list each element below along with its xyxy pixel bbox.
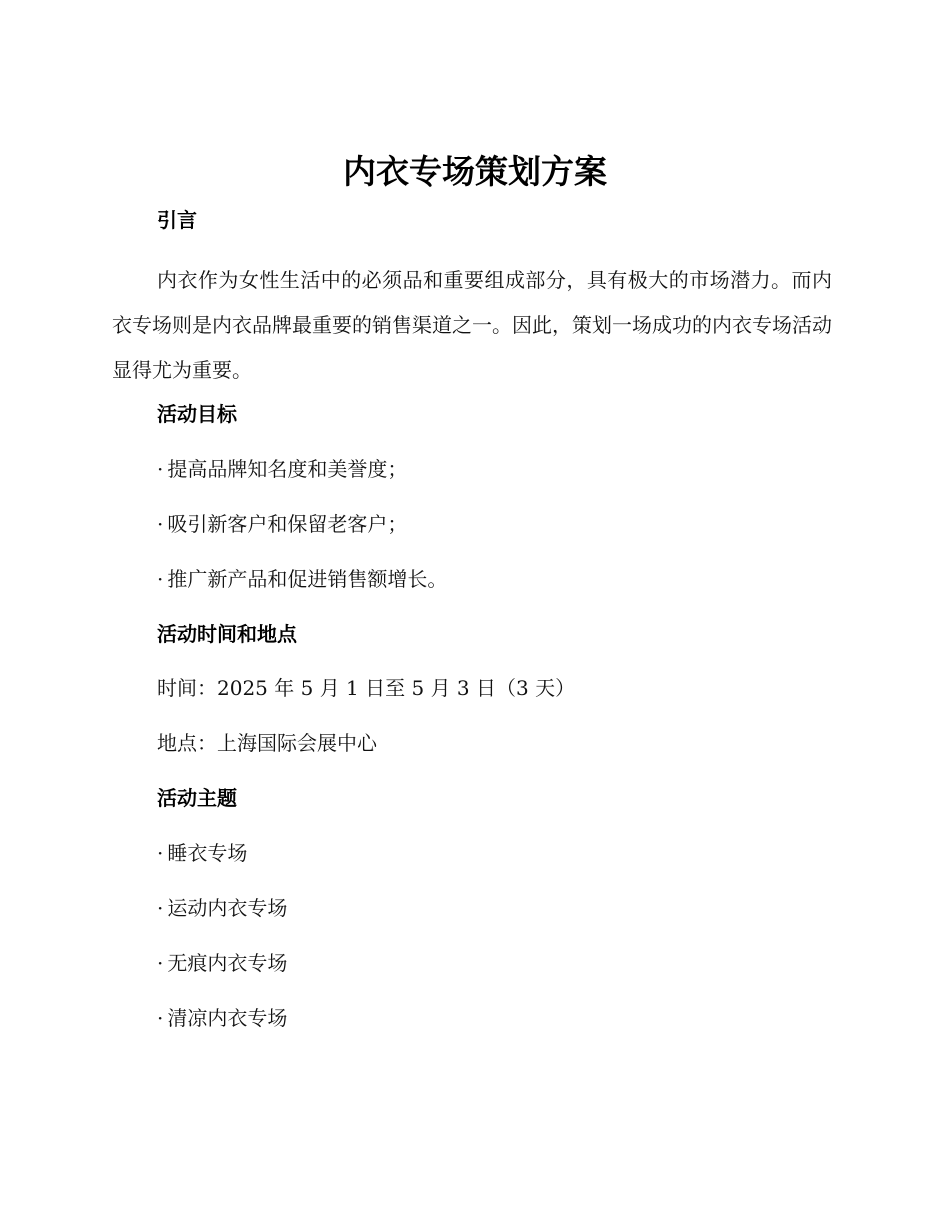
list-item xyxy=(157,565,447,593)
bullet-icon: · xyxy=(157,567,164,591)
goal-item-text: 吸引新客户和保留老客户； xyxy=(167,512,408,536)
list-item xyxy=(157,455,407,483)
list-item xyxy=(157,1004,287,1032)
theme-item-text: 运动内衣专场 xyxy=(167,896,288,920)
intro-paragraph: 内衣作为女性生活中的必须品和重要组成部分，具有极大的市场潜力。而内衣专场则是内衣品牌最重要的销售渠道之一。因此，策划一场成功的内衣专场活动显得尤为重要。 xyxy=(112,268,832,382)
document-title: 内衣专场策划方案 xyxy=(343,152,607,191)
theme-item-text: 清凉内衣专场 xyxy=(167,1006,288,1030)
bullet-icon: · xyxy=(157,457,164,481)
theme-item-text: 睡衣专场 xyxy=(167,841,248,865)
bullet-icon: · xyxy=(157,951,164,975)
goal-item-text: 推广新产品和促进销售额增长。 xyxy=(167,567,448,591)
list-item xyxy=(157,839,247,867)
bullet-icon: · xyxy=(157,512,164,536)
section-heading-time-place: 活动时间和地点 xyxy=(157,622,297,646)
bullet-icon: · xyxy=(157,896,164,920)
section-heading-themes: 活动主题 xyxy=(157,786,237,810)
list-item xyxy=(157,510,407,538)
goal-item-text: 提高品牌知名度和美誉度； xyxy=(167,457,408,481)
bullet-icon: · xyxy=(157,841,164,865)
event-time: 时间：2025 年 5 月 1 日至 5 月 3 日（3 天） xyxy=(157,676,576,700)
event-place: 地点：上海国际会展中心 xyxy=(157,731,377,755)
list-item xyxy=(157,894,287,922)
bullet-icon: · xyxy=(157,1006,164,1030)
list-item xyxy=(157,949,287,977)
section-heading-intro: 引言 xyxy=(157,208,197,232)
section-heading-goals: 活动目标 xyxy=(157,402,237,426)
theme-item-text: 无痕内衣专场 xyxy=(167,951,288,975)
